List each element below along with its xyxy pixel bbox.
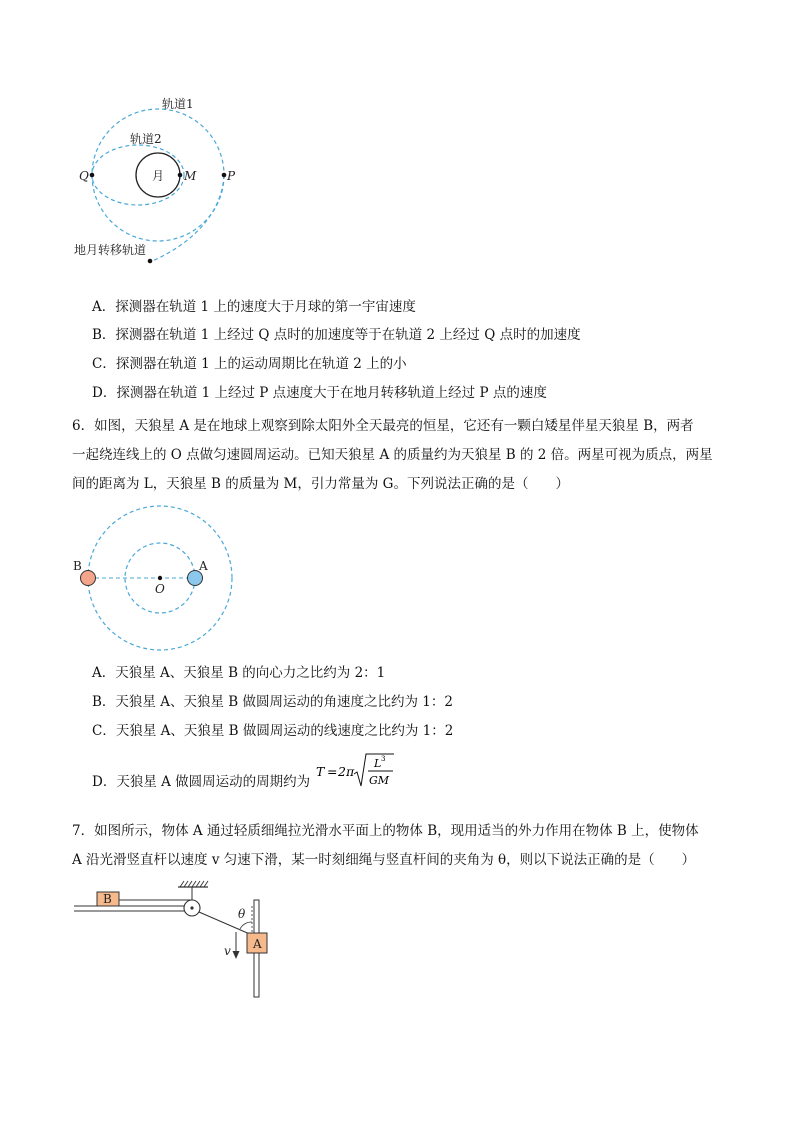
moon-label: 月 [152, 169, 165, 183]
pulley-diagram [70, 878, 280, 1003]
formula-numerator: L [374, 757, 382, 770]
q6-stem [72, 412, 712, 499]
binary-star-diagram [66, 502, 246, 652]
ceiling-hatch [180, 881, 208, 887]
q7-stem-line-2: A 沿光滑竖直杆以速度 v 匀速下滑，某一时刻细绳与竖直杆间的夹角为 θ，则以下说法正确的是（ ） [72, 852, 696, 868]
star-b-label: B [73, 559, 82, 573]
period-formula [316, 750, 396, 792]
angle-arc [240, 922, 252, 929]
q5-option-a: A．探测器在轨道 1 上的速度大于月球的第一宇宙速度 [92, 299, 416, 315]
orbit-1-label: 轨道1 [162, 97, 194, 111]
q5-option-d: D．探测器在轨道 1 上经过 P 点速度大于在地月转移轨道上经过 P 点的速度 [92, 385, 547, 401]
q6-stem-line-1: 6．如图，天狼星 A 是在地球上观察到除太阳外全天最亮的恒星，它还有一颗白矮星伴星天狼星 B，两者 [72, 418, 694, 434]
formula-lhs: T [316, 764, 325, 779]
q6-option-d: D．天狼星 A 做圆周运动的周期约为 [92, 774, 311, 790]
point-m-label: M [184, 169, 197, 183]
block-a-label: A [253, 937, 262, 951]
pulley-axle [190, 906, 193, 909]
velocity-label: v [224, 944, 231, 958]
formula-denominator: GM [369, 774, 390, 787]
point-p-label: P [227, 169, 236, 183]
q6-stem-line-2: 一起绕连线上的 O 点做匀速圆周运动。已知天狼星 A 的质量约为天狼星 B 的 2 倍。两星可视为质点，两星 [72, 447, 713, 463]
formula-eq: = [327, 764, 338, 779]
q7-stem-line-1: 7．如图所示，物体 A 通过轻质细绳拉光滑水平面上的物体 B，现用适当的外力作用在物体 B 上，使物体 [72, 823, 699, 839]
point-q-dot [90, 173, 95, 178]
orbit-2-label: 轨道2 [130, 132, 162, 146]
q5-option-c: C．探测器在轨道 1 上的运动周期比在轨道 2 上的小 [92, 356, 407, 372]
star-b [81, 571, 96, 586]
center-o-label: O [155, 582, 165, 596]
velocity-arrow-head [233, 951, 240, 959]
formula-exponent: 3 [381, 755, 386, 763]
star-a-label: A [199, 559, 208, 573]
transfer-dot [148, 259, 153, 264]
orbit-diagram [60, 90, 260, 270]
q5-option-b: B．探测器在轨道 1 上经过 Q 点时的加速度等于在轨道 2 上经过 Q 点时的加速度 [92, 327, 581, 343]
transfer-orbit-label: 地月转移轨道 [74, 243, 147, 257]
angle-label: θ [238, 907, 246, 921]
q7-stem [72, 817, 712, 875]
point-q-label: Q [79, 169, 89, 183]
formula-coef: 2π [338, 764, 355, 779]
q6-option-c: C．天狼星 A、天狼星 B 做圆周运动的线速度之比约为 1：2 [92, 723, 454, 739]
center-o-dot [158, 576, 162, 580]
q6-option-a: A．天狼星 A、天狼星 B 的向心力之比约为 2：1 [92, 665, 386, 681]
point-m-dot [178, 173, 183, 178]
q6-stem-line-3: 间的距离为 L，天狼星 B 的质量为 M，引力常量为 G。下列说法正确的是（ ） [72, 476, 569, 492]
q6-option-b: B．天狼星 A、天狼星 B 做圆周运动的角速度之比约为 1：2 [92, 694, 453, 710]
point-p-dot [222, 173, 227, 178]
block-b-label: B [103, 892, 112, 906]
